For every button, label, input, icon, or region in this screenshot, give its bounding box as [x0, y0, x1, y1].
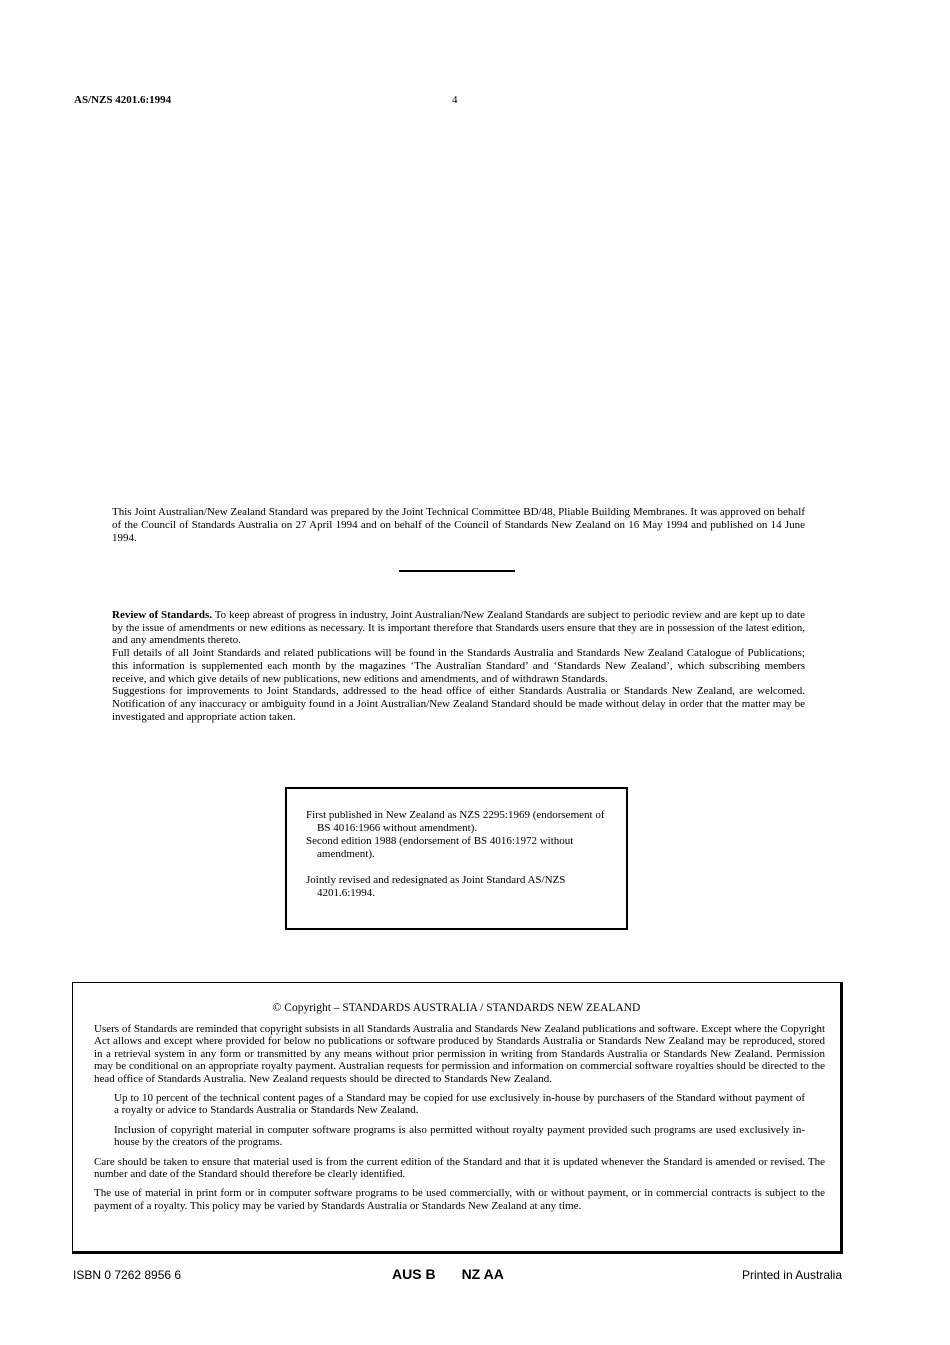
- review-intro-paragraph: [112, 609, 805, 647]
- copyright-notice-box: [72, 982, 843, 1254]
- first-published: First published in New Zealand as NZS 2295:1969 (endorsement of BS 4016:1966 without amendment).: [306, 809, 605, 834]
- copyright-body: [94, 1023, 825, 1219]
- review-details: Full details of all Joint Standards and related publications will be found in the Standards Australia and Standards New Zealand Catalogue of Publications; this information is supplemented each month by the magazines ‘The Australian Standard’ and ‘Standards New Zealand’, which subscribing members receive, and which give details of new publications, new editions and amendments, and of withdrawn Standards.: [112, 647, 805, 685]
- review-intro: To keep abreast of progress in industry, Joint Australian/New Zealand Standards are subject to periodic review and are kept up to date by the issue of amendments or new editions as necessary. It is important therefore that Standards users ensure that they are in possession of the latest edition, and any amendments thereto.: [112, 609, 806, 647]
- publication-history: [306, 809, 606, 900]
- copyright-title: © Copyright – STANDARDS AUSTRALIA / STANDARDS NEW ZEALAND: [272, 1002, 641, 1014]
- copyright-paragraph-3: Inclusion of copyright material in computer software programs is also permitted without royalty payment provided such programs are used exclusively in-house by the creators of the programs.: [114, 1123, 805, 1149]
- section-divider: [399, 570, 515, 572]
- preparation-note: This Joint Australian/New Zealand Standard was prepared by the Joint Technical Committee BD/48, Pliable Building Membranes. It was approved on behalf of the Council of Standards Australia on 27 April 1994 and on behalf of the Council of Standards New Zealand on 16 May 1994 and published on 14 June 1994.: [112, 506, 805, 544]
- copyright-paragraph-1: Users of Standards are reminded that copyright subsists in all Standards Australia and Standards New Zealand publications and software. Except where the Copyright Act allows and except where provided for below no publications or software produced by Standards Australia or Standards New Zealand may be reproduced, stored in a retrieval system in any form or transmitted by any means without prior permission in writing from Standards Australia or Standards New Zealand. Permission may be conditional on an appropriate royalty payment. Australian requests for permission and information on commercial software royalties should be directed to the head office of Standards Australia. New Zealand requests should be directed to Standards New Zealand.: [94, 1023, 825, 1085]
- isbn: ISBN 0 7262 8956 6: [73, 1268, 182, 1282]
- copyright-paragraph-2: Up to 10 percent of the technical content pages of a Standard may be copied for use exclusively in-house by purchasers of the Standard without payment of a royalty or advice to Standards Australia or Standards New Zealand.: [114, 1092, 805, 1117]
- price-code-nz: NZ AA: [461, 1266, 504, 1282]
- review-heading: Review of Standards.: [112, 609, 213, 621]
- revision-note: Jointly revised and redesignated as Joint Standard AS/NZS 4201.6:1994.: [306, 874, 566, 899]
- price-code-aus: AUS B: [392, 1266, 436, 1282]
- review-of-standards: [112, 609, 805, 723]
- printed-in: Printed in Australia: [741, 1268, 842, 1282]
- price-codes: [392, 1266, 504, 1282]
- copyright-paragraph-5: The use of material in print form or in computer software programs to be used commercially, with or without payment, or in commercial contracts is subject to the payment of a royalty. This policy may be varied by Standards Australia or Standards New Zealand at any time.: [94, 1187, 825, 1212]
- review-suggestions: Suggestions for improvements to Joint Standards, addressed to the head office of either Standards Australia or Standards New Zealand, are welcomed. Notification of any inaccuracy or ambiguity found in a Joint Australian/New Zealand Standard should be made without delay in order that the matter may be investigated and appropriate action taken.: [112, 685, 805, 723]
- page-number: 4: [452, 94, 458, 106]
- second-edition: Second edition 1988 (endorsement of BS 4016:1972 without amendment).: [306, 835, 574, 860]
- publication-history-box: [285, 787, 628, 930]
- standard-id: AS/NZS 4201.6:1994: [74, 94, 172, 106]
- copyright-paragraph-4: Care should be taken to ensure that material used is from the current edition of the Standard and that it is updated whenever the Standard is amended or revised. The number and date of the Standard should therefore be clearly identified.: [94, 1155, 825, 1181]
